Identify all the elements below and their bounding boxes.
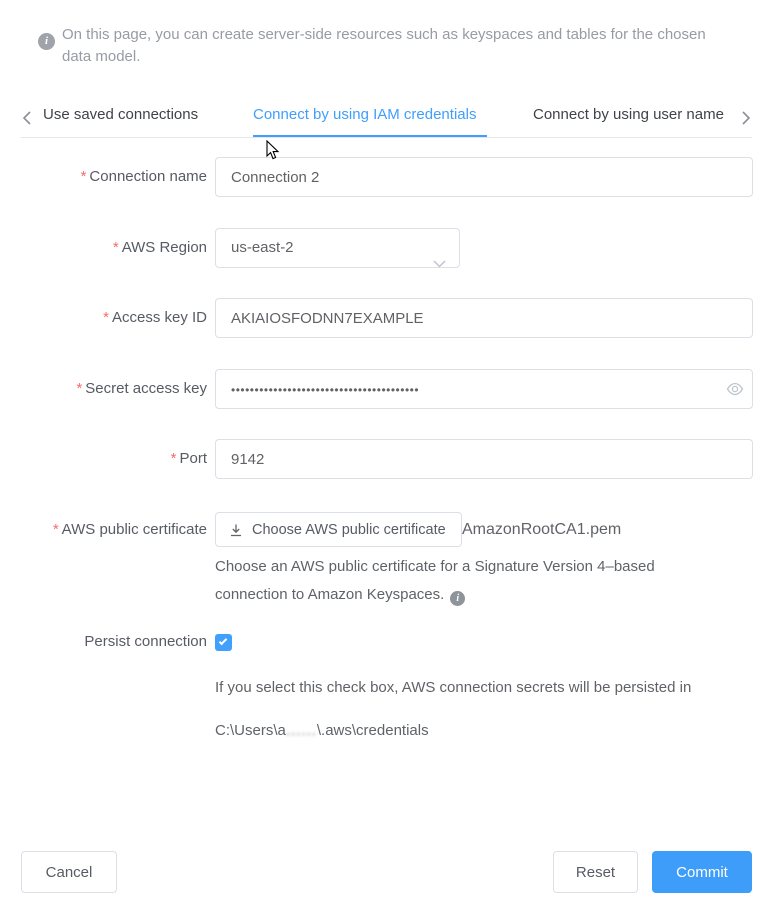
access-key-id-input[interactable] [215, 298, 753, 338]
required-asterisk: * [170, 450, 177, 467]
info-icon: i [450, 591, 465, 606]
secret-access-key-label: * Secret access key [76, 380, 207, 397]
persist-help-text: If you select this check box, AWS connection secrets will be persisted in [215, 679, 692, 696]
choose-certificate-button[interactable] [215, 512, 462, 547]
aws-region-label: * AWS Region [112, 239, 207, 256]
credentials-path-redacted: ...... [285, 722, 317, 739]
info-icon: i [38, 33, 55, 50]
required-asterisk: * [103, 309, 109, 326]
reset-button[interactable]: Reset [553, 851, 638, 893]
required-asterisk: * [80, 168, 87, 185]
checkmark-icon [219, 636, 227, 644]
choose-certificate-button-label: Choose AWS public certificate [252, 521, 446, 538]
port-input[interactable] [215, 439, 753, 479]
credentials-path [215, 722, 429, 739]
port-label: * Port [170, 450, 207, 467]
connection-tabs [21, 100, 752, 138]
certificate-help-text: Choose an AWS public certificate for a Signature Version 4–based connection to Amazon Keyspaces. i [215, 558, 655, 604]
mouse-cursor [266, 140, 280, 161]
commit-button[interactable]: Commit [652, 851, 752, 893]
tab-connect-iam-credentials[interactable]: Connect by using IAM credentials [253, 106, 477, 123]
aws-certificate-label: * AWS public certificate [52, 521, 207, 538]
persist-connection-label: Persist connection [84, 633, 207, 650]
tabs-scroll-right-icon[interactable] [740, 108, 754, 128]
secret-access-key-input[interactable] [215, 369, 753, 409]
page-info-text: On this page, you can create server-side resources such as keyspaces and tables for the chosen data model. [62, 26, 706, 65]
required-asterisk: * [76, 380, 83, 397]
credentials-path-prefix: C:\Users\a [215, 722, 286, 739]
show-password-eye-icon[interactable] [725, 379, 745, 399]
download-icon [229, 523, 243, 537]
connection-name-label: * Connection name [80, 168, 207, 185]
aws-region-select[interactable] [215, 228, 460, 268]
active-tab-underline [253, 135, 487, 137]
tab-use-saved-connections[interactable]: Use saved connections [43, 106, 199, 123]
tab-connect-user-name[interactable]: Connect by using user name [533, 106, 724, 123]
required-asterisk: * [112, 239, 119, 256]
aws-region-value: us-east-2 [231, 239, 294, 256]
required-asterisk: * [52, 521, 59, 538]
tabs-scroll-left-icon[interactable] [21, 108, 35, 128]
access-key-id-label: * Access key ID [103, 309, 207, 326]
connection-name-input[interactable] [215, 157, 753, 197]
cancel-button[interactable]: Cancel [21, 851, 117, 893]
page-info-note [38, 24, 728, 68]
certificate-file-name: AmazonRootCA1.pem [462, 521, 622, 538]
credentials-path-suffix: \.aws\credentials [316, 722, 429, 739]
persist-connection-checkbox[interactable] [215, 634, 232, 651]
chevron-down-icon [433, 245, 446, 283]
